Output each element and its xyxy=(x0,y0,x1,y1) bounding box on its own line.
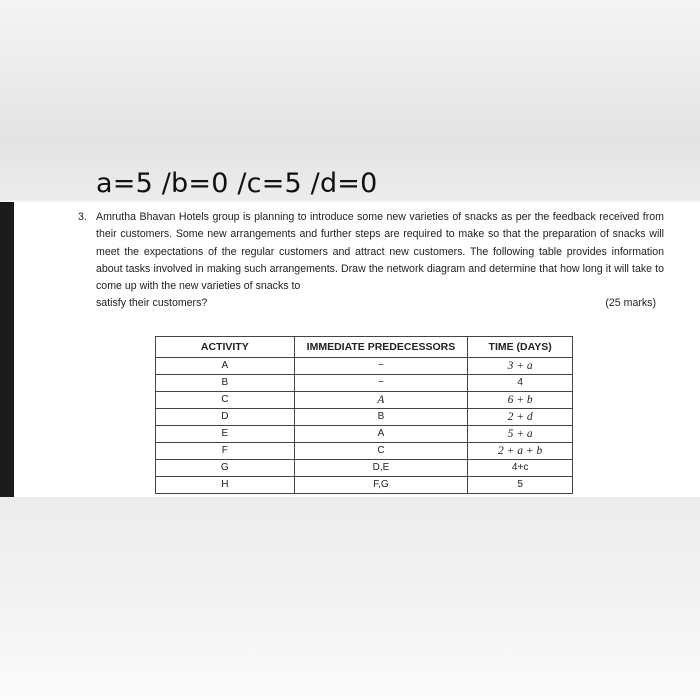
table-row xyxy=(156,375,573,392)
predecessors-cell: − xyxy=(294,358,468,375)
variable-values-heading: a=5 /b=0 /c=5 /d=0 xyxy=(96,168,378,199)
left-edge-bar xyxy=(0,202,14,497)
question-text: Amrutha Bhavan Hotels group is planning to introduce some new varieties of snacks as per the feedback received from their customers. Some new arrangements and further steps are required to make so that the preparation of snacks will meet the expectations of the regular customers and attract new customers. The following table provides information about tasks involved in making such arrangements. Draw the network diagram and determine that how long it will take to come up with the new varieties of snacks to xyxy=(96,211,664,293)
table-row xyxy=(156,392,573,409)
time-cell: 4+c xyxy=(468,460,573,477)
time-cell: 4 xyxy=(468,375,573,392)
predecessors-cell: − xyxy=(294,375,468,392)
activity-cell: D xyxy=(156,409,295,426)
time-cell: 5 + a xyxy=(468,426,573,443)
predecessors-cell: A xyxy=(294,426,468,443)
time-cell: 5 xyxy=(468,477,573,494)
question-last-line xyxy=(96,295,664,312)
table-row xyxy=(156,477,573,494)
activity-cell: F xyxy=(156,443,295,460)
activity-table xyxy=(155,336,573,494)
predecessors-cell: B xyxy=(294,409,468,426)
activity-cell: C xyxy=(156,392,295,409)
table-row xyxy=(156,409,573,426)
background-bottom xyxy=(0,497,700,700)
activity-cell: H xyxy=(156,477,295,494)
question-closing-text: satisfy their customers? xyxy=(96,297,208,310)
activity-cell: E xyxy=(156,426,295,443)
marks-label: (25 marks) xyxy=(605,297,656,310)
predecessors-cell: F,G xyxy=(294,477,468,494)
header-time: TIME (DAYS) xyxy=(468,337,573,358)
table-header-row xyxy=(156,337,573,358)
header-activity: ACTIVITY xyxy=(156,337,295,358)
table-row xyxy=(156,460,573,477)
table-row xyxy=(156,358,573,375)
time-cell: 3 + a xyxy=(468,358,573,375)
table-row xyxy=(156,426,573,443)
predecessors-cell: C xyxy=(294,443,468,460)
question-number: 3. xyxy=(78,211,87,223)
table-row xyxy=(156,443,573,460)
question-sheet xyxy=(0,202,700,497)
activity-cell: B xyxy=(156,375,295,392)
predecessors-cell: D,E xyxy=(294,460,468,477)
time-cell: 6 + b xyxy=(468,392,573,409)
activity-cell: G xyxy=(156,460,295,477)
predecessors-cell: A xyxy=(294,392,468,409)
time-cell: 2 + a + b xyxy=(468,443,573,460)
question-block xyxy=(78,209,664,313)
header-predecessors: IMMEDIATE PREDECESSORS xyxy=(294,337,468,358)
time-cell: 2 + d xyxy=(468,409,573,426)
activity-cell: A xyxy=(156,358,295,375)
